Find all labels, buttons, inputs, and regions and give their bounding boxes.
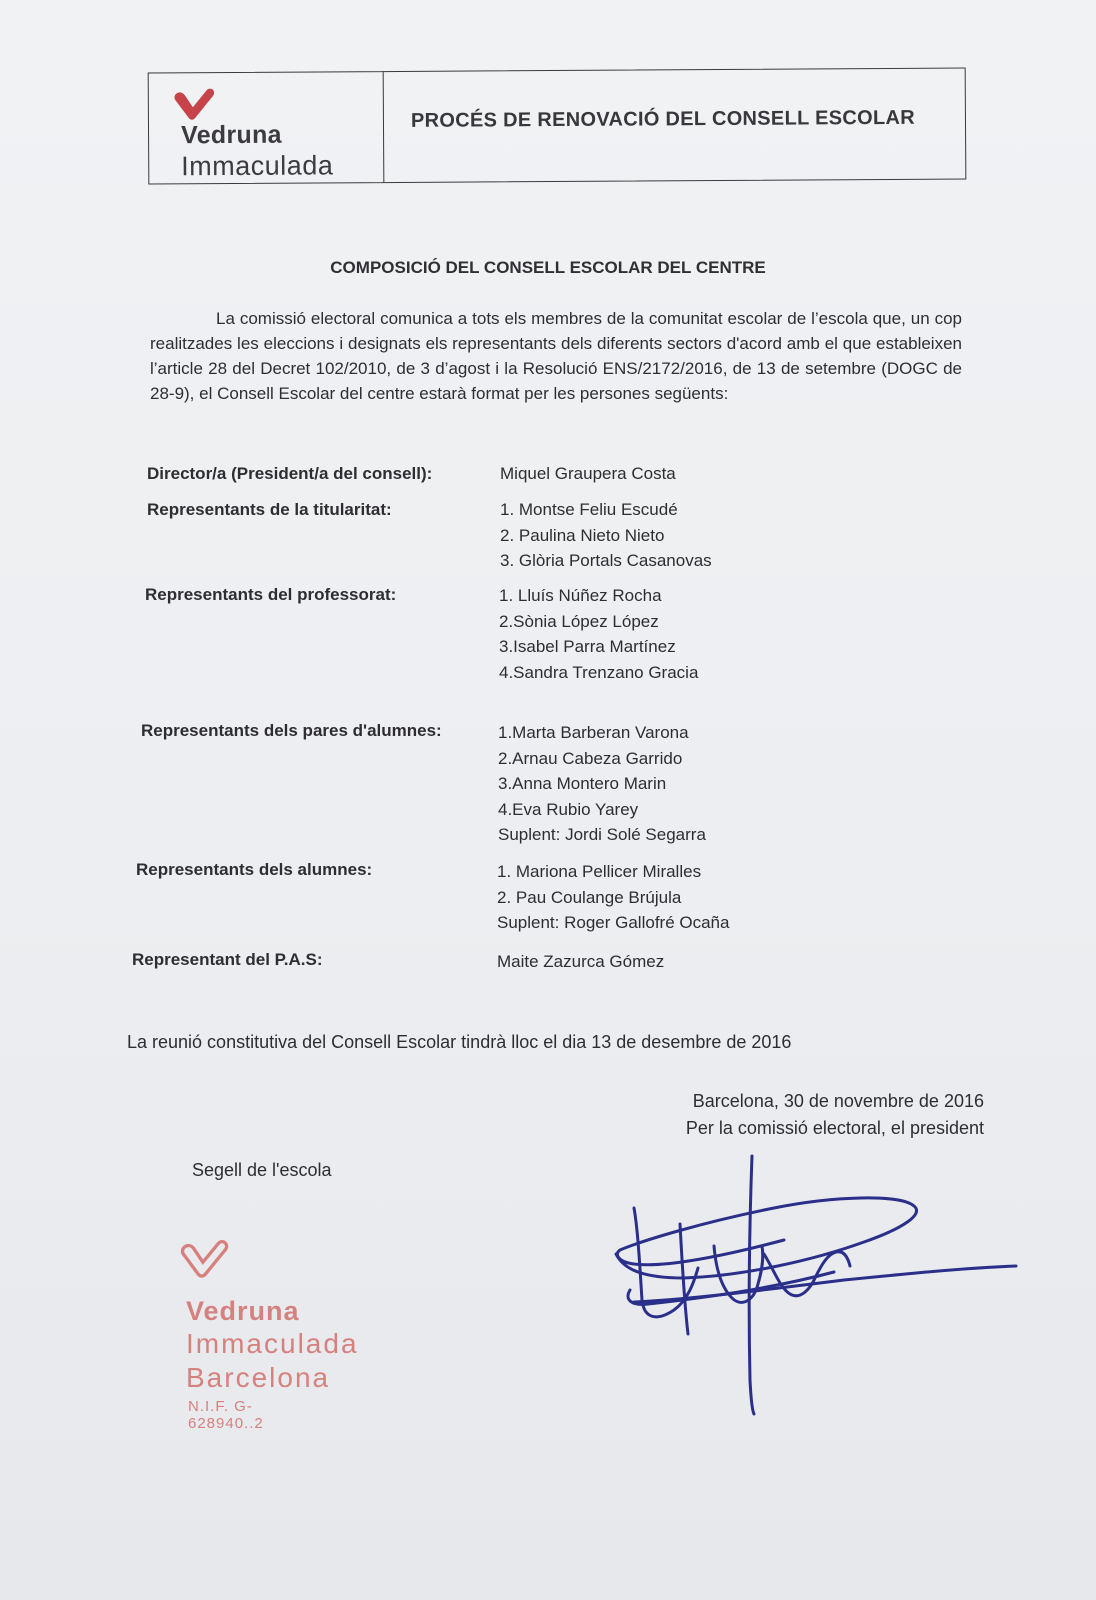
names-professorat: [499, 583, 698, 685]
role-director: Director/a (President/a del consell):: [147, 464, 433, 483]
role-professorat: Representants del professorat:: [145, 585, 397, 604]
member-name: 4.Sandra Trenzano Gracia: [499, 662, 699, 682]
signatory: Per la comissió electoral, el president: [685, 1118, 984, 1138]
names-director: [500, 461, 676, 487]
role-titularitat: Representants de la titularitat:: [147, 500, 392, 519]
member-name: Miquel Graupera Costa: [500, 464, 676, 483]
logo-name-line2: Immaculada: [181, 150, 334, 182]
member-name: 2.Sònia López López: [499, 611, 659, 631]
member-name: 1. Montse Feliu Escudé: [500, 500, 678, 519]
stamp-heart-icon: [178, 1240, 230, 1280]
role-pares: Representants dels pares d'alumnes:: [141, 721, 442, 740]
role-alumnes: Representants dels alumnes:: [136, 860, 373, 879]
header-title: PROCÉS DE RENOVACIÓ DEL CONSELL ESCOLAR: [410, 106, 916, 132]
member-name: 3. Glòria Portals Casanovas: [500, 551, 712, 570]
member-name: 3.Anna Montero Marin: [498, 774, 667, 793]
seal-label: Segell de l'escola: [192, 1160, 332, 1180]
stamp-line2: Immaculada: [186, 1328, 359, 1359]
stamp-line1: Vedruna: [186, 1296, 300, 1326]
section-title: COMPOSICIÓ DEL CONSELL ESCOLAR DEL CENTRE: [330, 258, 766, 277]
member-name: Suplent: Roger Gallofré Ocaña: [497, 913, 730, 932]
member-name: 2. Pau Coulange Brújula: [497, 887, 682, 907]
member-name: 1. Mariona Pellicer Miralles: [497, 862, 702, 881]
handwritten-signature: [604, 1150, 1024, 1430]
member-name: 2.Arnau Cabeza Garrido: [498, 748, 683, 768]
member-name: 1. Lluís Núñez Rocha: [499, 586, 662, 605]
role-pas: Representant del P.A.S:: [132, 950, 323, 969]
member-name: 2. Paulina Nieto Nieto: [500, 525, 665, 545]
names-pares: [498, 720, 706, 848]
member-name: Maite Zazurca Gómez: [497, 952, 665, 971]
stamp-line3: Barcelona: [186, 1362, 331, 1393]
names-pas: [497, 949, 664, 975]
logo-name-line1: Vedruna: [180, 120, 282, 150]
meeting-note: La reunió constitutiva del Consell Escolar tindrà lloc el dia 13 de desembre de 2016: [127, 1032, 792, 1052]
names-titularitat: [500, 497, 712, 574]
place-date: Barcelona, 30 de novembre de 2016: [692, 1091, 984, 1111]
intro-paragraph: La comissió electoral comunica a tots els membres de la comunitat escolar de l’escola que, un cop realitzades les eleccions i designats els representants dels diferents sectors d'acord amb el que estableixen l’article 28 del Decret 102/2010, de 3 d’agost i la Resolució ENS/2172/2016, de 13 de setembre (DOGC de 28-9), el Consell Escolar del centre estarà format per les persones següents:: [150, 309, 962, 403]
place-date-block: [686, 1088, 984, 1142]
member-name: 1.Marta Barberan Varona: [498, 723, 689, 742]
member-name: Suplent: Jordi Solé Segarra: [498, 825, 706, 844]
names-alumnes: [497, 859, 729, 936]
stamp-line4: N.I.F. G-628940..2: [188, 1398, 264, 1432]
member-name: 4.Eva Rubio Yarey: [498, 799, 639, 819]
member-name: 3.Isabel Parra Martínez: [499, 637, 676, 656]
